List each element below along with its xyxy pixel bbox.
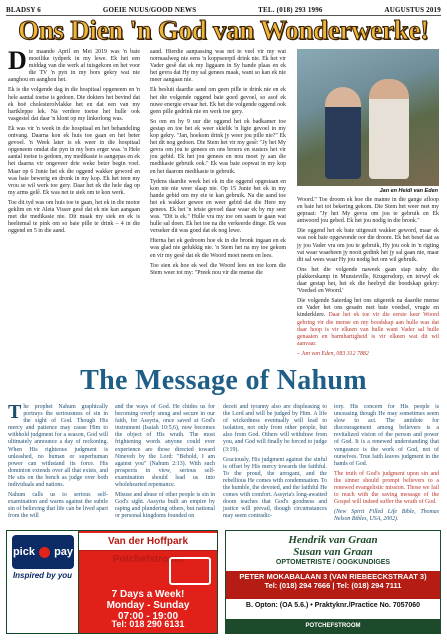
paragraph: Tydens daardie week het ek in die oggend opgestaan en kon nie nie weer slaap nie. Op 15 Junie het ek in my hande gebid om my eie te kan gebruik. Na die aand toe het ek wakker gewee en weer gebid dat die Here my genees. Ek het 'n ietsie gevoel daar waar ek by my seer was. "Dit is ek." Hulle vra my toe om saam te gaan wat hulle sal doen. Ek het toe na die verkeerde dinge. Ek was verseker dit was goed dat ek nog lewe. [150, 178, 286, 235]
optometrist-names [226, 534, 440, 558]
paragraph: Misuse and abuse of other people is sin in God's sight. Assyria built an empire by raping and plundering others, but national or personal kingdoms founded on [115, 492, 215, 520]
paragraph: aand. Hierdie aanpassing was net te veel vir my wat normaalweg nie eens 'n koppseerpil drink nie. Ek het vir Vader gesê dat ek my liggaam in Sy hande plaas en ek het gevra dat Hy my sal genees maak, want so kan ek nie meer aangaan nie. [150, 49, 286, 84]
pnp-hours [79, 589, 217, 622]
paragraph: and the ways of God. He chides us for becoming overly smug and secure in our faith, for Assyria, once saved at God's instrument (Isaiah 10:5,6), now becomes the object of His wrath. The most frightening words anyone could ever experience are those directed toward Nineveh by the Lord: "Behold, I am against you" (Nahum 2:13). With such prospects in view, serious self-examination should lead us into wholehearted repentance. [115, 404, 215, 489]
publication-name: GOEIE NUUS/GOOD NEWS [102, 5, 197, 14]
paragraph: Die volgende Saterdag het ons uitgereik na daardie mense en Vader het ons gesaën met baie voedsel, vrugte en kinderklere. [297, 298, 439, 319]
photo-caption: Jan en Heidi van Eden [379, 188, 438, 194]
paragraph: Graciously, His judgment against the sinful is offset by His mercy towards the faithful. To the proud, the arrogant, and the rebellious He comes with condemnation. To the humble, the devoted, and the faithful He comes with comfort. Assyria's long-awaited doom teaches that God's goodness and justice will prevail, though circumstances may seem contradic- [223, 456, 327, 520]
pnp-tagline: Inspired by you [12, 571, 73, 580]
paragraph: Woord." Toe droom ek hoe die manne in die gange afloop en baie het tot bekering gekom. Die Stem het weer met my gepraat: "Jy het My gevra om jou te gebruik en Ek antwoord jou gebed. Ek het jou nodig in die bronk." [297, 197, 439, 225]
pnp-store-name: Van der Hoffpark Potchefstroom [79, 533, 217, 551]
paragraph: Nahum calls us to serious self-examination and warns against the subtle sin of believing that life can be lived apart from the will [8, 492, 108, 520]
paragraph: ie maande April en Mei 2019 was 'n baie moeilike tydperk in my lewe. Ek het een middag van die werk af tuisgekom en het voor die TV 'n pyn in my bors gekry wat nie aanghou en aanghou het. [8, 49, 140, 84]
optometrist-address-band [226, 571, 440, 599]
paragraph: Ek was vir 'n week in die hospitaal en het behandeling ontvang. Daarna kon ek huis toe gaan en het beter gevoel. 'n Week later is ek weer in die hospitaal opgeneem omdat die pyn in my bors erger was. 'n Hele aantal toetse is gedoen, my medikasie is aangepas en ek het daarna vir ongeveer drie weke beter begin voel. Maar op 6 Junie het ek die oggend wakker geword en was baie bewerig en dronk in my kop. Ek het teen my vrou se wil werk toe gery. Daar het ek die hele dag op my arms gelê. Ek was net te siek om te kon werk. [8, 125, 140, 196]
optometrist-town: POTCHEFSTROOM [226, 619, 440, 633]
paragraph: So om en by 9 uur die oggend het ek badkamer toe gestap en toe het ek weer skielik 'n ligte gevoel in my kop gekry. "Jan, hoekom drink jy weer jou pille nie?" Ek het dit nog gedoen. Die Stem het vir my gesê: "Jy het My gevra om jou te genees en ons broers en susters het vir jou gebid. Ek het jou genees en nou moet jy aan die medikasie gebruik ook." Ek was baie oopwat in my kop en het daarom medikasie te gebruik. [150, 118, 286, 175]
dropcap: T [8, 401, 22, 423]
paragraph: Ek is die volgende dag in die hospitaal opgeneem en 'n hele aantal toetse is gedoen. Die dokters het bevind dat ek hoë cholesterolvlakke het en dat een van my hartkleppe lek. Na verdere toetse het hulle ook vasgestel dat daar 'n klont op my linkerlong was. [8, 87, 140, 122]
optometrist-phone: Tel: (018) 294 7666 | Tel: (018) 294 7111 [264, 581, 402, 590]
photo-figure-woman [369, 79, 409, 179]
optometrist-practice-number: B. Opton: (OA 5.6.) • Praktyknr./Practice No. 7057060 [245, 602, 421, 609]
page-number: BLADSY 6 [6, 5, 41, 14]
paragraph: Ek besluit daardie aand om geen pille te drink nie en ek het die volgende oggend baie goed gevoel, so asof ek nuwe energie ervaar het. Ek het die volgende oggend ook geen pille gedrink nie en werk toe gery. [150, 87, 286, 115]
optometrist-address: PETER MOKABALAAN 3 (VAN RIEBEECKSTRAAT 3) [239, 572, 427, 581]
pick-n-pay-advert[interactable] [6, 530, 218, 634]
pick-n-pay-logo: pick pay [12, 535, 74, 569]
publication-phone: TEL. (018) 293 1996 [258, 5, 323, 14]
optometrist-advert[interactable] [225, 530, 441, 634]
article-title-nahum: The Message of Nahum [80, 365, 367, 396]
article1-column-2 [150, 49, 286, 280]
article1-column-3 [297, 197, 439, 361]
article1-column-1 [8, 46, 140, 238]
paragraph: deceit and tyranny also are displeasing to the Lord and will be judged by Him. A life of wickedness eventually will lead to isolation, not only from other people, but also from God. Others will withdraw from you, and God will finally be forced to judge (3:19). [223, 404, 327, 453]
pnp-days-range: Monday - Sunday [106, 600, 190, 611]
article2-column-3 [223, 404, 327, 524]
pnp-hours-time: 07:00 - 19:00 [117, 611, 179, 622]
dropcap: D [8, 46, 27, 75]
pnp-telephone: Tel: 018 290 6131 [111, 619, 185, 629]
article2-column-4 [334, 404, 439, 527]
author-signoff: – Jan van Eden, 083 312 7882 [297, 350, 369, 357]
shopping-cart-icon [169, 557, 211, 585]
paragraph: Hierna het ek gedroom hoe ek in die bronk ingaan en ek was glad nie gelukkig nie. 'n Stem het na my toe gekom en vir my gesê dat ek die Woord moet neem en lees. [150, 238, 286, 259]
pnp-info-panel [79, 531, 217, 633]
article-title-wonderwerke: Ons Dien 'n God van Wonderwerke! [18, 15, 429, 45]
pnp-days-line: 7 Days a Week! [111, 589, 185, 600]
article2-column-1 [8, 401, 108, 524]
paragraph: he prophet Nahum graphically portrays the seriousness of sin in the sight of God. Though His mercy and patience may cause Him to withhold judgment for a season, God will ultimately announce a day of reckoning. When His righteous judgment is unleashed, no human or superhuman power can withstand its force. His dominion extends over all that exists, and He sits on the bench as judge over both individuals and nations. [8, 404, 108, 489]
paragraph: Die oggend het ek baie uitgesuit wakker geword, maar ek was ook baie opgewonde oor die droom. Ek het besef dat as jy jou Vader vra om jou te gebruik, Hy jou ook in 'n rigting vat waar waarheen jy nooit gedink het jy sal gaan nie, maar dit sal wees waar Hy jou nodig het om wil gebruik. [297, 228, 439, 263]
photo-figure-man [325, 87, 361, 179]
paragraph: The truth of God's judgment upon sin and the sinner should prompt believers to a renewed evangelistic mission. Those we fail to reach with the saving message of the Gospel will indeed suffer the wrath of God. [334, 470, 439, 506]
optometrist-name: Hendrik van Graan Susan van Graan [288, 534, 378, 558]
article2-column-2 [115, 404, 215, 524]
source-citation: (New Spirit Filled Life Bible, Thomas Nelson Bibles, USA, 2002). [334, 509, 439, 523]
couple-photo [297, 49, 439, 186]
paragraph: Toe sien ek hoe ek wel die Woord lees en toe kom die Stem weer tot my: "Preek nou vir die mense die [150, 262, 286, 276]
optometrist-title: OPTOMETRISTE / OOGKUNDIGES [275, 559, 391, 566]
highlighted-text: Daar het ek toe vir die eerste keer Woord gebring vir die mense en my boodskap aan hulle was dat daar hoop is vir elkeen van hulle want Vader sal hulle genaaien en barmhartigheid is vir elkeen wat dit wil aanvaar. [297, 312, 439, 347]
pnp-brand-panel [7, 531, 79, 633]
paragraph: Ons het die volgende naweek gaan stap naby die plakkerskamp in Munsieville, Krugersdorp, en terwyl ek daar gestap het, het ek die heelryd die boodskap gekry: 'Voedsel en Woord.' [297, 266, 439, 295]
paragraph: tory. His concern for His people is unceasing though He may sometimes seem slow to act. The antidote for discouragement among believers is a revitalized vision of the person and power of God. It is a renewed understanding that vengeance is the work of God, not of ourselves. True faith leaves judgment in the hands of God. [334, 404, 439, 467]
issue-date: AUGUSTUS 2019 [384, 5, 441, 14]
paragraph: Toe dit tyd was om huis toe te gaan, het ek in die motor geklim en vir Aleta Visser gesê dat ek nie kan aangaan met die medikasie nie. Dit maak my siek en ek is heeltemal te pink om so baie pille te drink – 4 in die oggend en 5 in die aand. [8, 199, 140, 235]
